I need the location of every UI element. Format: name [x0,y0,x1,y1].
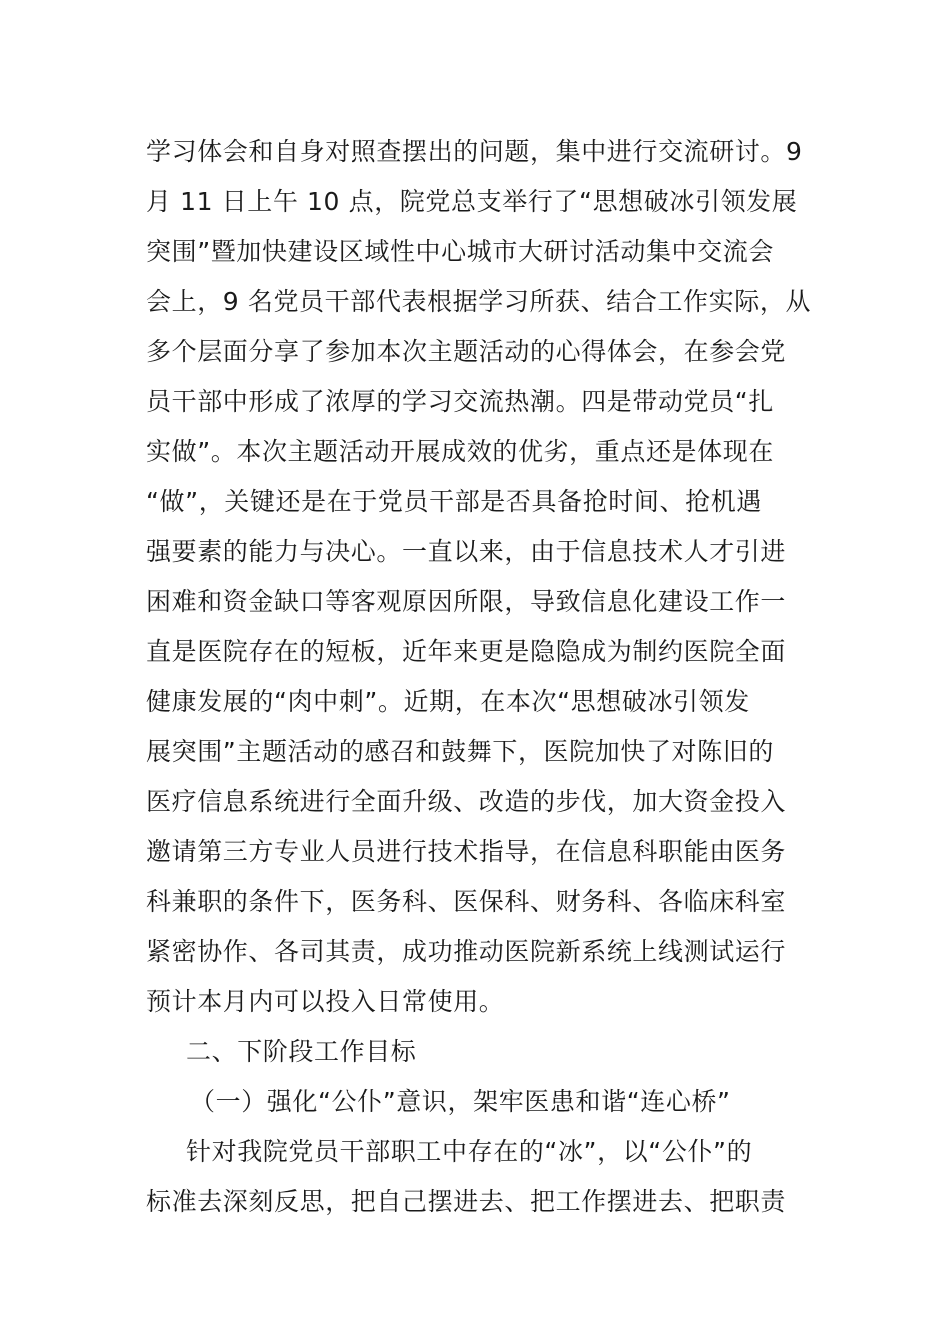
body-line-12: 健康发展的“肉中刺”。近期，在本次“思想破冰引领发 [146,687,750,716]
body-line-1: 学习体会和自身对照查摆出的问题，集中进行交流研讨。9 [146,137,803,166]
body-line-5: 多个层面分享了参加本次主题活动的心得体会，在参会党 [146,337,787,366]
body-line-17: 紧密协作、各司其责，成功推动医院新系统上线测试运行 [146,937,787,966]
body-line-13: 展突围”主题活动的感召和鼓舞下，医院加快了对陈旧的 [146,737,774,766]
final-line-2: 标准去深刻反思，把自己摆进去、把工作摆进去、把职责 [146,1187,787,1216]
body-line-9: 强要素的能力与决心。一直以来，由于信息技术人才引进 [146,537,787,566]
section-heading: 二、下阶段工作目标 [186,1037,417,1066]
body-line-15: 邀请第三方专业人员进行技术指导，在信息科职能由医务 [146,837,787,866]
body-line-18: 预计本月内可以投入日常使用。 [146,987,505,1016]
final-line-1: 针对我院党员干部职工中存在的“冰”，以“公仆”的 [186,1137,753,1166]
body-line-8: “做”，关键还是在于党员干部是否具备抢时间、抢机遇 [146,487,762,516]
body-line-6: 员干部中形成了浓厚的学习交流热潮。四是带动党员“扎 [146,387,774,416]
body-line-2: 月 11 日上午 10 点，院党总支举行了“思想破冰引领发展 [146,187,798,216]
body-line-16: 科兼职的条件下，医务科、医保科、财务科、各临床科室 [146,887,787,916]
body-line-10: 困难和资金缺口等客观原因所限，导致信息化建设工作一 [146,587,787,616]
body-line-14: 医疗信息系统进行全面升级、改造的步伐，加大资金投入 [146,787,787,816]
body-line-3: 突围”暨加快建设区域性中心城市大研讨活动集中交流会 [146,237,774,266]
subsection-heading: （一）强化“公仆”意识，架牢医患和谐“连心桥” [190,1087,731,1116]
body-line-4: 会上，9 名党员干部代表根据学习所获、结合工作实际，从 [146,287,812,316]
body-line-7: 实做”。本次主题活动开展成效的优劣，重点还是体现在 [146,437,774,466]
body-line-11: 直是医院存在的短板，近年来更是隐隐成为制约医院全面 [146,637,787,666]
